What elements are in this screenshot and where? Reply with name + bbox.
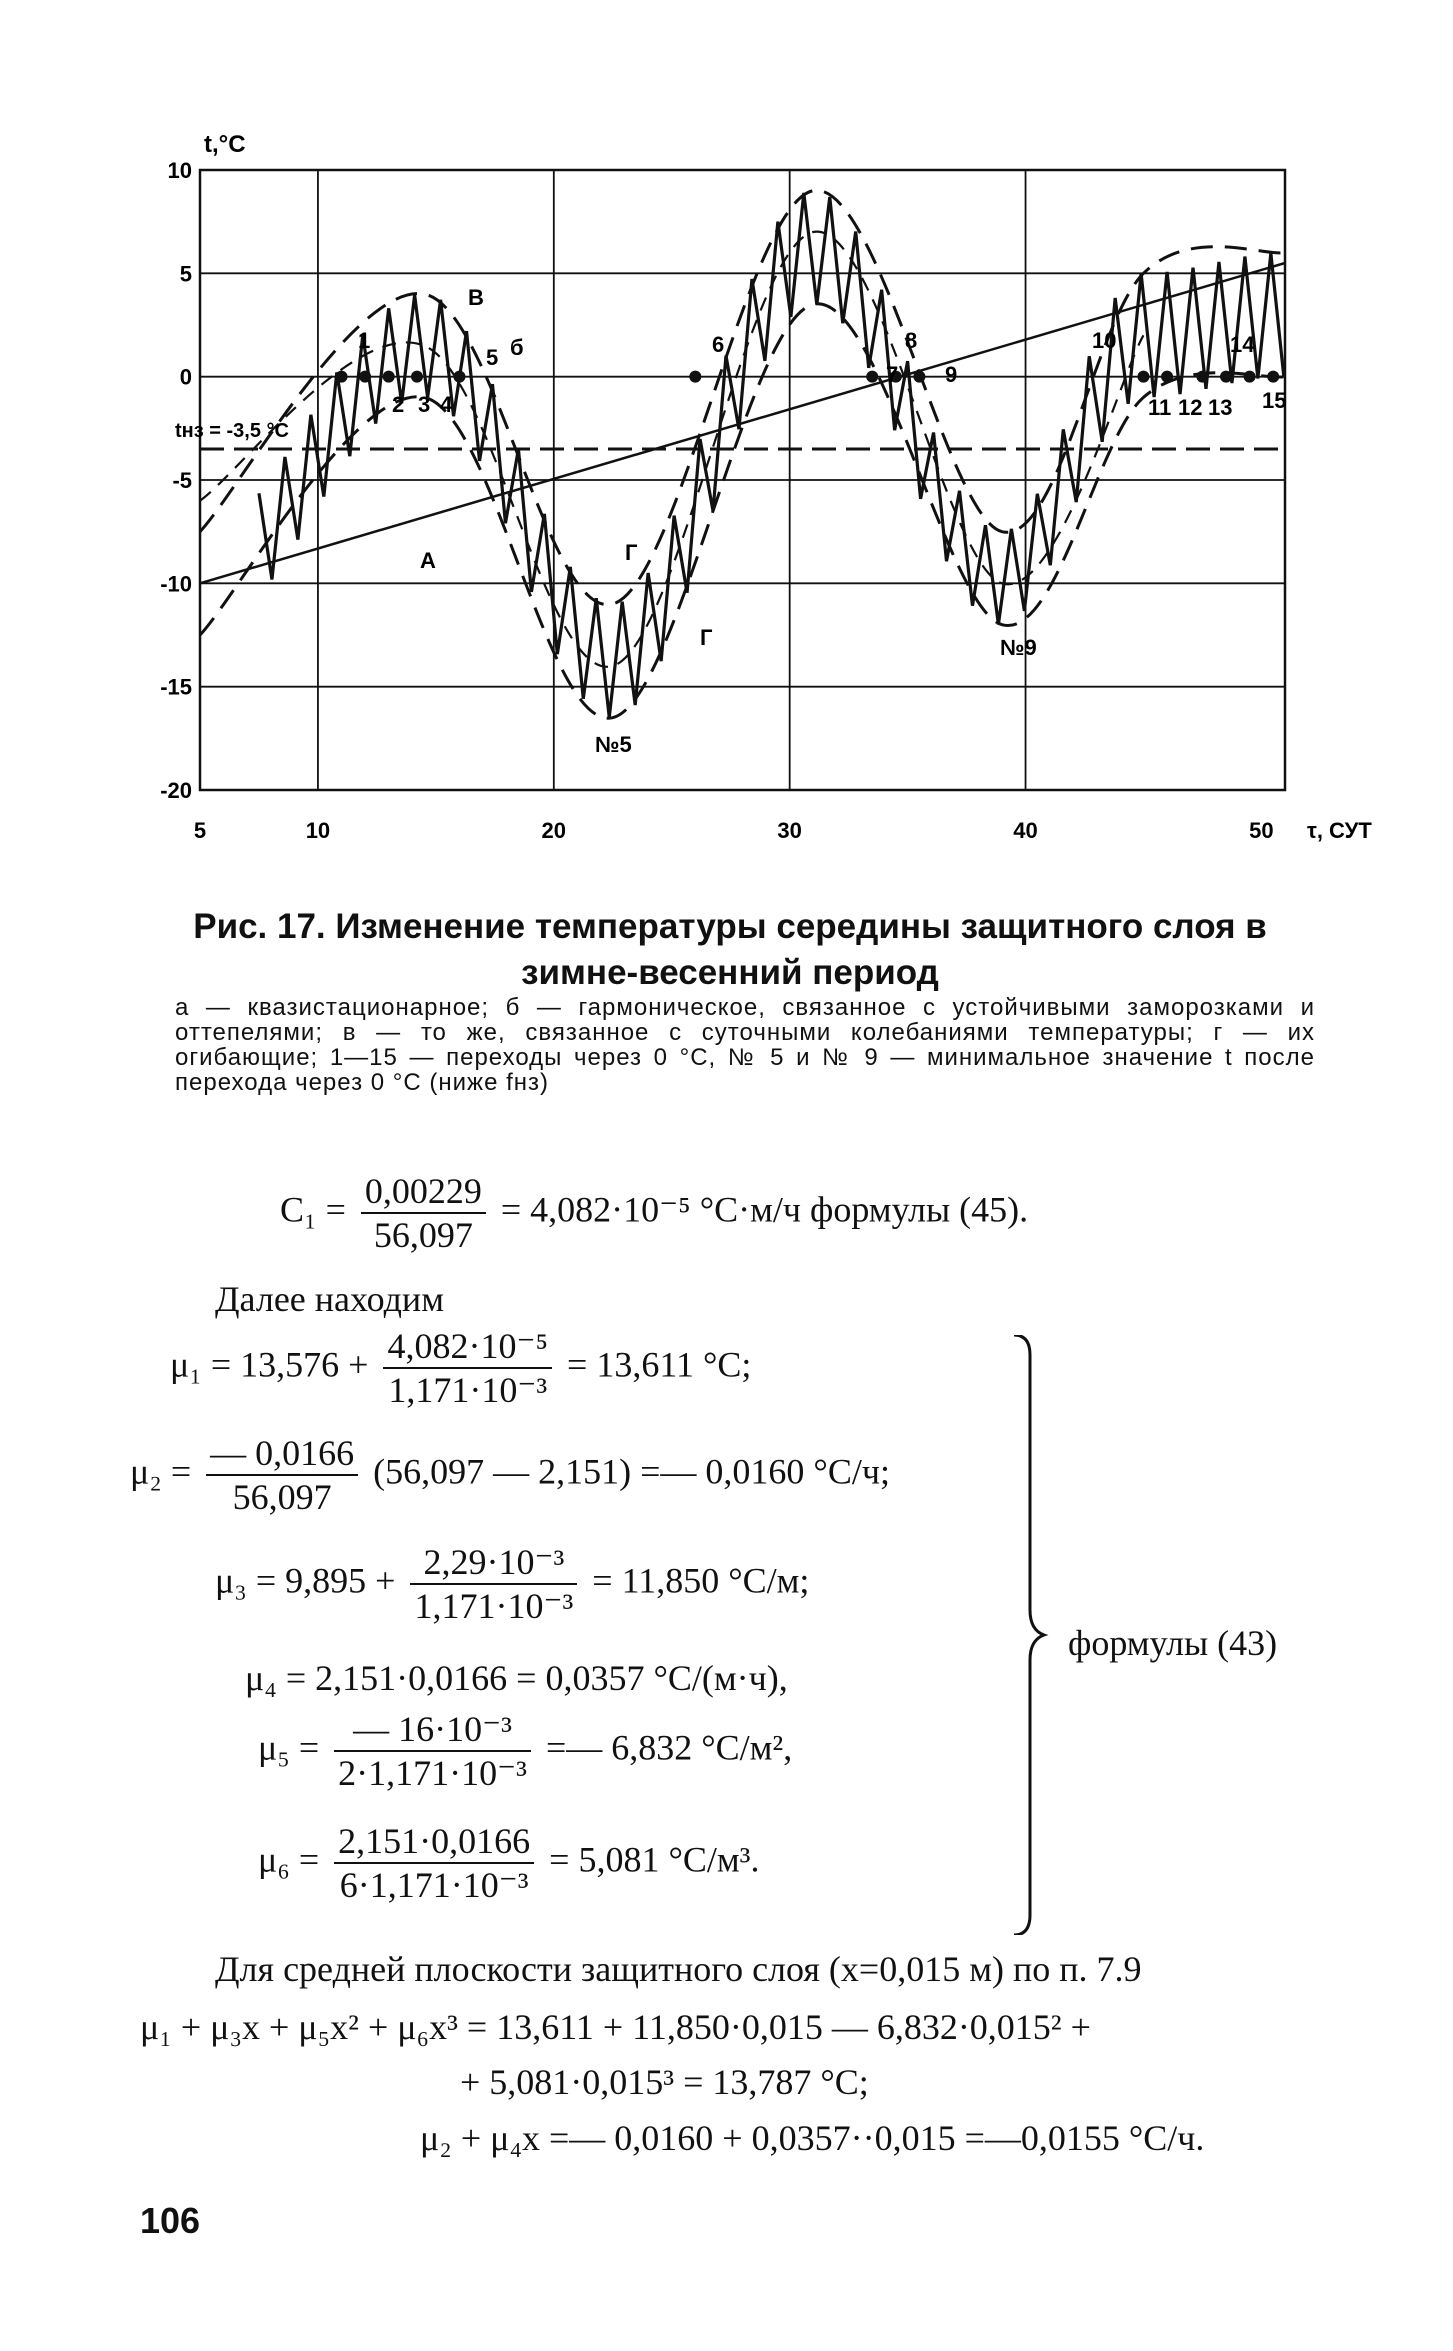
figure-caption-title: Рис. 17. Изменение температуры середины защитного слоя в зимне-весенний период — [193, 907, 1267, 992]
formula-mu1-lhs: μ₁ = 13,576 + — [170, 1344, 369, 1385]
formula-mu1-fraction — [383, 1325, 552, 1411]
y-axis-label: t,°C — [204, 131, 246, 158]
formula-c1-fraction — [361, 1170, 486, 1256]
brace-label: формулы (43) — [1068, 1623, 1278, 1663]
curve-label-b: б — [510, 335, 524, 360]
formula-c1-rhs: = 4,082·10⁻⁵ °С·м/ч формулы (45). — [500, 1189, 1029, 1230]
x-tick-label: 10 — [305, 818, 331, 843]
formula-mu1-rhs: = 13,611 °С; — [567, 1344, 752, 1385]
x-axis-label: τ, СУТ — [1307, 818, 1372, 843]
transition-point — [453, 371, 465, 383]
formula-mu1-denominator: 1,171·10⁻³ — [388, 1370, 548, 1410]
intro-text: Далее находим — [215, 1279, 444, 1319]
x-tick-label: 40 — [1013, 818, 1038, 843]
transition-point — [1161, 371, 1173, 383]
formula-mu3-lhs: μ₃ = 9,895 + — [215, 1560, 396, 1601]
formula-mu3-denominator: 1,171·10⁻³ — [414, 1586, 574, 1626]
formula-mu5 — [258, 1708, 792, 1794]
formula-mu2-numerator: — 0,0166 — [206, 1432, 358, 1476]
y-tick-label: -15 — [160, 674, 192, 700]
midplane-text: Для средней плоскости защитного слоя (x=0,015 м) по п. 7.9 — [215, 1949, 1142, 1989]
sum1-line1: μ₁ + μ₃x + μ₅x² + μ₆x³ = 13,611 + 11,850·0,015 — 6,832·0,015² + — [140, 2007, 1091, 2047]
transition-label: 8 — [905, 328, 918, 353]
transition-label: 7 — [886, 362, 899, 387]
formula-mu6 — [258, 1820, 759, 1906]
transition-point — [1244, 371, 1256, 383]
formula-mu4: μ₄ = 2,151·0,0166 = 0,0357 °С/(м·ч), — [245, 1658, 788, 1698]
transition-point — [913, 371, 925, 383]
transition-point — [1267, 371, 1279, 383]
transition-point — [336, 371, 348, 383]
formula-c1-numerator: 0,00229 — [361, 1170, 486, 1214]
chart-oscillations — [259, 193, 1287, 717]
x-tick-label: 20 — [541, 818, 567, 843]
curve-label-g: Г — [625, 540, 638, 565]
x-tick-label: 30 — [777, 818, 802, 843]
transition-label: 9 — [945, 362, 958, 387]
formula-mu1-numerator: 4,082·10⁻⁵ — [383, 1325, 552, 1369]
transition-point — [383, 371, 395, 383]
right-brace — [1010, 1335, 1050, 1935]
formula-mu2 — [130, 1432, 890, 1518]
transition-point — [866, 371, 878, 383]
formula-mu5-numerator: — 16·10⁻³ — [334, 1708, 531, 1752]
curve-label-a: А — [420, 548, 436, 573]
transition-point — [689, 371, 701, 383]
y-tick-label: -10 — [160, 571, 192, 597]
formula-mu3-rhs: = 11,850 °С/м; — [592, 1560, 810, 1601]
formula-c1-lhs: C₁ = — [280, 1189, 346, 1230]
transition-point — [1137, 371, 1149, 383]
transition-point — [411, 371, 423, 383]
transition-label: 12 — [1178, 395, 1203, 420]
formula-mu5-lhs: μ₅ = — [258, 1727, 320, 1768]
formula-mu6-numerator: 2,151·0,0166 — [334, 1820, 534, 1864]
curve-label-v: В — [468, 285, 484, 310]
formula-mu3-numerator: 2,29·10⁻³ — [410, 1541, 577, 1585]
transition-label: 4 — [440, 392, 453, 417]
formula-mu5-fraction — [334, 1708, 531, 1794]
formula-mu1 — [170, 1325, 751, 1411]
formula-mu2-fraction — [206, 1432, 358, 1518]
transition-label: 10 — [1092, 328, 1117, 353]
transition-label: 2 — [392, 392, 405, 417]
threshold-label: tнз = -3,5 °C — [175, 420, 289, 442]
minimum-label-5: №5 — [595, 732, 632, 757]
y-tick-label: -5 — [172, 468, 192, 493]
formula-mu6-rhs: = 5,081 °С/м³. — [549, 1839, 760, 1880]
curve-label-g: Г — [700, 625, 713, 650]
temperature-chart — [0, 0, 1453, 880]
y-tick-label: 10 — [167, 158, 192, 183]
page-number: 106 — [140, 2200, 201, 2241]
transition-label: 3 — [418, 392, 431, 417]
formula-mu5-denominator: 2·1,171·10⁻³ — [338, 1753, 527, 1793]
chart-grid — [200, 170, 1285, 790]
formula-mu3 — [215, 1541, 809, 1627]
sum2-line: μ₂ + μ₄x =— 0,0160 + 0,0357··0,015 =—0,0155 °С/ч. — [420, 2118, 1205, 2158]
transition-label: 15 — [1262, 388, 1287, 413]
figure-caption-note: а — квазистационарное; б — гармоническое, связанное с устойчивыми заморозками и оттепелями; в — то же, связанное с суточными колебаниями температуры; г — их огибающие; 1—15 — переходы через 0 °С, № 5 и № 9 — минимальное значение t после перехода через 0 °С (ниже fнз) — [175, 994, 1315, 1096]
daily-oscillation-zigzag — [259, 193, 1287, 717]
formula-mu2-lhs: μ₂ = — [130, 1451, 192, 1492]
chart-tick-labels — [160, 131, 1372, 843]
transition-label: 13 — [1208, 395, 1233, 420]
y-tick-label: 0 — [179, 364, 192, 390]
transition-point — [359, 371, 371, 383]
transition-label: 6 — [712, 332, 725, 357]
chart-curves — [200, 190, 1285, 718]
formula-c1-denominator: 56,097 — [373, 1215, 473, 1255]
y-tick-label: -20 — [160, 778, 192, 803]
formula-mu2-rhs: (56,097 — 2,151) =— 0,0160 °С/ч; — [373, 1451, 890, 1492]
x-tick-label: 50 — [1249, 818, 1274, 843]
transition-label: 11 — [1148, 395, 1172, 420]
y-tick-label: 5 — [179, 261, 192, 287]
formula-mu6-denominator: 6·1,171·10⁻³ — [339, 1865, 529, 1905]
transition-label: 14 — [1230, 332, 1255, 357]
formula-mu6-fraction — [334, 1820, 534, 1906]
transition-label: 1 — [358, 328, 371, 353]
transition-label: 5 — [486, 345, 499, 370]
sum1-line2: + 5,081·0,015³ = 13,787 °С; — [460, 2062, 869, 2102]
minimum-label-9: №9 — [1000, 635, 1037, 660]
formula-mu5-rhs: =— 6,832 °С/м², — [545, 1727, 793, 1768]
formula-mu3-fraction — [410, 1541, 577, 1627]
transition-point — [1196, 371, 1208, 383]
x-tick-label: 5 — [193, 818, 207, 843]
formula-mu6-lhs: μ₆ = — [258, 1839, 320, 1880]
formula-mu2-denominator: 56,097 — [232, 1477, 332, 1517]
formula-c1 — [280, 1170, 1028, 1256]
transition-point — [1220, 371, 1232, 383]
